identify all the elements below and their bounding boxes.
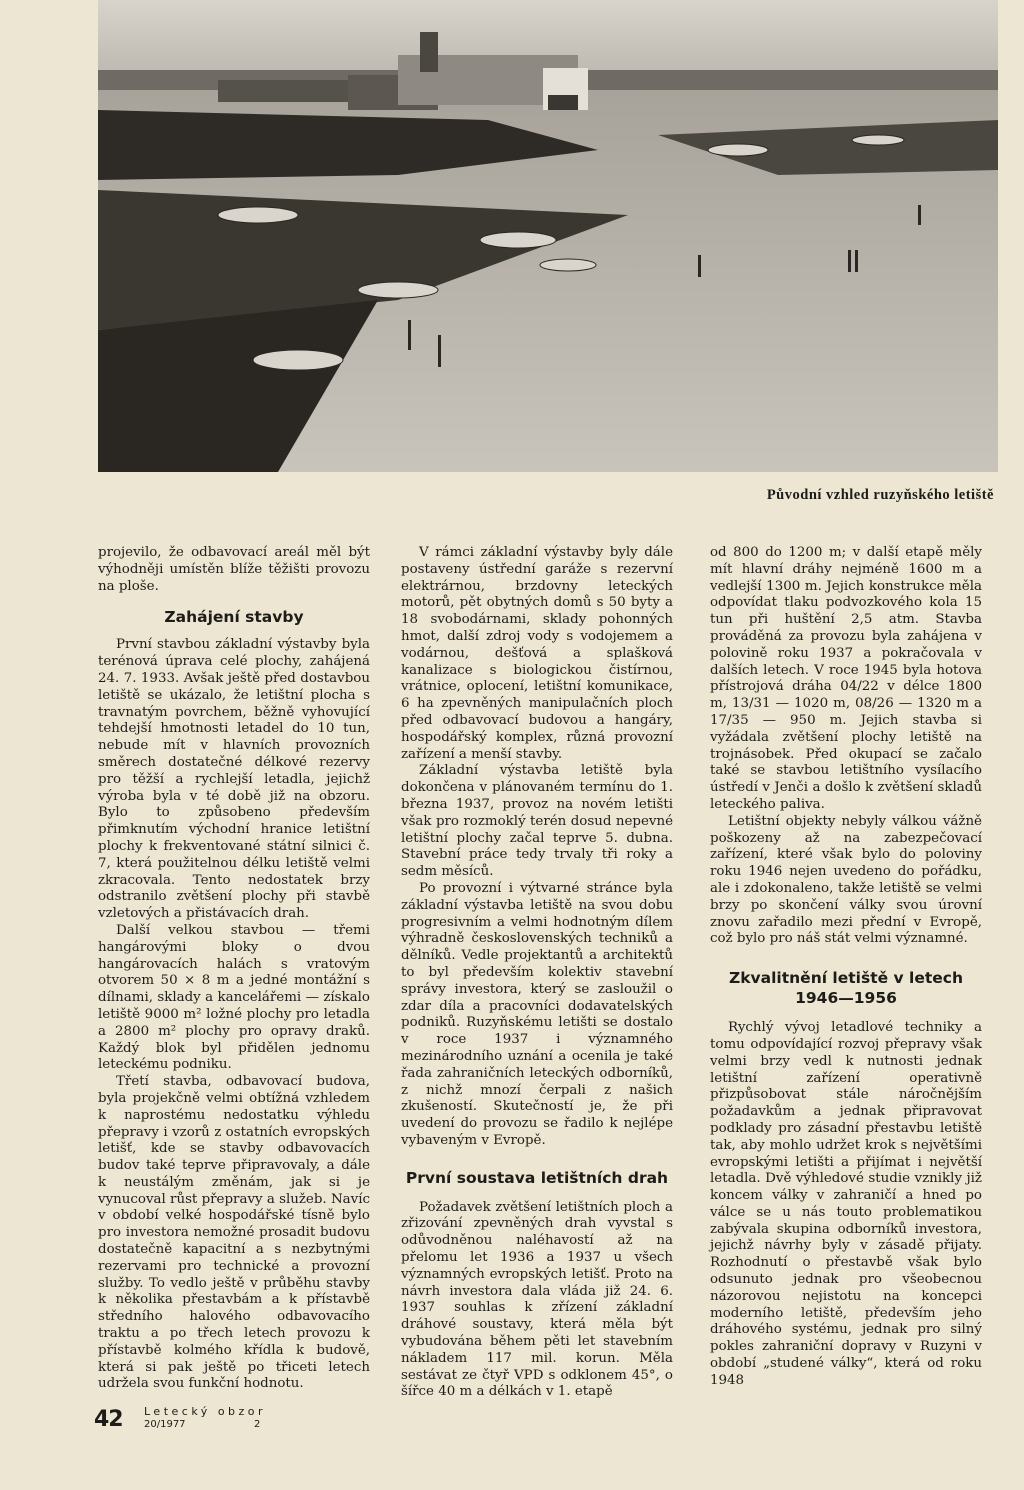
article-column-3 [710, 545, 982, 1390]
issue-number: 20/1977 [144, 1419, 186, 1430]
paragraph: V rámci základní výstavby byly dále postaveny ústřední garáže s rezervní elektrárnou, brzdovny leteckých motorů, pět obytných domů s 50 byty a 18 svobodárnami, sklady pohonných hmot, další zdroj vody s vodojemem a vodárnou, dešťová a splašková kanalizace s biologickou čistírnou, vrátnice, oplocení, letištní komunikace, 6 ha zpevněných manipulačních ploch před odbavovací budovou a hangáry, hospodářský komplex, různá provozní zařízení a menší stavby. [401, 545, 673, 762]
section-heading: První soustava letištních drah [405, 1168, 669, 1187]
magazine-title: Letecký obzor [144, 1405, 267, 1418]
volume-number: 2 [254, 1419, 261, 1430]
paragraph: Letištní objekty nebyly válkou vážně poškozeny až na zabezpečovací zařízení, které však bylo do poloviny roku 1946 nejen uvedeno do pořádku, ale i zdokonaleno, takže letiště se velmi brzy po skončení války svou úrovní znovu zařadilo mezi přední v Evropě, což bylo pro náš stát velmi významné. [710, 813, 982, 947]
paragraph: od 800 do 1200 m; v další etapě měly mít hlavní dráhy nejméně 1600 m a vedlejší 1300 m. Jejich konstrukce měla odpovídat tlaku podvozkového kola 15 tun při huštění 2,5 atm. Stavba prováděná za provozu byla zahájena v polovině roku 1937 a pokračovala v dalších letech. V roce 1945 byla hotova přístrojová dráha 04/22 v délce 1800 m, 13/31 — 1020 m, 08/26 — 1320 m a 17/35 — 950 m. Jejich stavba si vyžádala zvětšení plochy letiště na trojnásobek. Před okupací se začalo také se stavbou letištního vysílacího ústředí v Jenči a došlo k zvětšení skladů leteckého paliva. [710, 545, 982, 812]
paragraph: projevilo, že odbavovací areál měl být výhodněji umístěn blíže těžišti provozu na ploše. [98, 545, 370, 594]
paragraph: Další velkou stavbou — třemi hangárovými bloky o dvou hangárovacích halách s vratovým otvorem 50 × 8 m a jedné montážní s dílnami, sklady a kancelářemi — získalo letiště 9000 m² ložné plochy pro letadla a 2800 m² plochy pro opravy draků. Každý blok byl přidělen jednomu leteckému podniku. [98, 922, 370, 1073]
photo-caption: Původní vzhled ruzyňského letiště [766, 487, 994, 503]
paragraph: Rychlý vývoj letadlové techniky a tomu odpovídající rozvoj přepravy však velmi brzy vedl k nutnosti jednak letištní zařízení operativně přizpůsobovat stále náročnějším požadavkům a jednak připravovat podklady pro zásadní přestavbu letiště tak, aby mohlo udržet krok s největšími evropskými letišti a přijímat i největší letadla. Dvě výhledové studie vznikly již koncem války v zahraničí a hned po válce se u nás touto problematikou zabývala skupina odborníků investora, jejichž návrhy byly v zásadě přijaty. Rozhodnutí o přestavbě však bylo odsunuto jednak pro všeobecnou názorovou nejistotu na koncepci moderního letiště, především jeho dráhového systému, jednak pro silný pokles zahraniční dopravy v Ruzyni v období „studené války“, která od roku 1948 [710, 1020, 982, 1388]
airport-photo [98, 0, 998, 472]
paragraph: Základní výstavba letiště byla dokončena v plánovaném termínu do 1. března 1937, provoz na novém letišti však pro rozmoklý terén dosud nepevné letištní plochy začal teprve 5. dubna. Stavební práce tedy trvaly tři roky a sedm měsíců. [401, 763, 673, 880]
paragraph: Po provozní i výtvarné stránce byla základní výstavba letiště na svou dobu progresivním a velmi hodnotným dílem výhradně československých techniků a dělníků. Vedle projektantů a architektů to byl především kolektiv stavební správy investora, který se zasloužil o zdar díla a pracovníci dodavatelských podniků. Ruzyňskému letišti se dostalo v roce 1937 i významného mezinárodního uznání a ocenila je také řada zahraničních leteckých odborníků, z nichž mnozí čerpali z našich zkušeností. Skutečností je, že při uvedení do provozu se řadilo k nejlépe vybaveným v Evropě. [401, 880, 673, 1148]
airport-photo-icon [98, 0, 998, 472]
article-column-2 [401, 545, 673, 1401]
section-heading-line-1: Zkvalitnění letiště v letech [729, 969, 963, 988]
page-number: 42 [94, 1407, 123, 1432]
section-heading [710, 968, 982, 1008]
section-heading: Zahájení stavby [164, 608, 304, 627]
section-heading-line-2: 1946—1956 [795, 989, 897, 1008]
paragraph: Požadavek zvětšení letištních ploch a zřizování zpevněných drah vyvstal s odůvodněnou naléhavostí až na přelomu let 1936 a 1937 u všech významných evropských letišť. Proto na návrh investora dala vláda již 24. 6. 1937 souhlas k zřízení základní dráhové soustavy, která měla být vybudována během pěti let stavebním nákladem 117 mil. korun. Měla sestávat ze čtyř VPD s odklonem 45°, o šířce 40 m a délkách v 1. etapě [401, 1199, 673, 1400]
article-column-1 [98, 545, 370, 1393]
paragraph: Třetí stavba, odbavovací budova, byla projekčně velmi obtížná vzhledem k naprostému nedostatku výhledu přepravy i vzorů z ostatních evropských letišť, kde se stavby odbavovacích budov také teprve připravovaly, a dále k neustálým změnám, jak si je vynucoval růst přepravy a služeb. Navíc v období velké hospodářské tísně bylo pro investora nemožné prosadit budovu dostatečně kapacitní a s nezbytnými rezervami pro technické a provozní služby. To vedlo ještě v průběhu stavby k několika přestavbám a k přístavbě středního halového odbavovacího traktu a po třech letech provozu k přístavbě kolmého křídla k budově, která si pak ještě po třiceti letech udržela svou funkční hodnotu. [98, 1074, 370, 1392]
paragraph: První stavbou základní výstavby byla terénová úprava celé plochy, zahájená 24. 7. 1933. Avšak ještě před dostavbou letiště se ukázalo, že letištní plocha s travnatým povrchem, běžně vyhovující tehdejší hmotnosti letadel do 10 tun, nebude mít v hlavních provozních směrech dostatečné délkové rezervy pro těžší a rychlejší letadla, jejichž výroba byla v té době již na obzoru. Bylo to způsobeno především přimknutím východní hranice letištní plochy k frekventované státní silnici č. 7, která použitelnou délku letiště velmi zkracovala. Tento nedostatek brzy odstranilo zvětšení plochy při stavbě vzletových a přistávacích drah. [98, 637, 370, 922]
